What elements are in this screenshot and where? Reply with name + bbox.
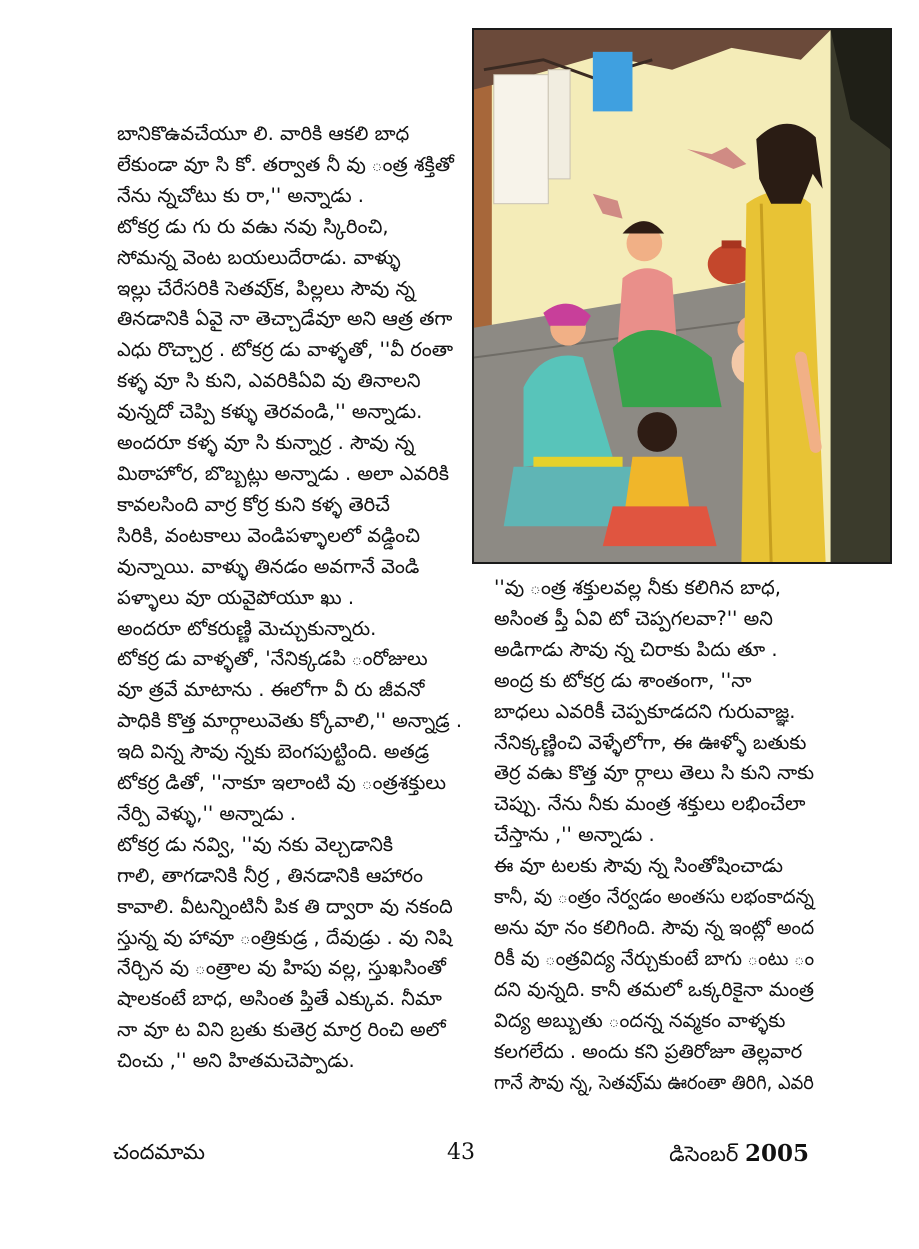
text-line: టోకర్ర డితో, ''నాకూ ఇలాంటి వు ంత్రశక్తులు	[117, 771, 446, 795]
issue-year: 2005	[744, 1140, 809, 1167]
text-line: సోమన్న వెంట బయలుదేరాడు. వాళ్ళు	[117, 245, 401, 269]
text-line: అందరూ టోకరుణ్ణి మెచ్చుకున్నారు.	[117, 616, 377, 640]
text-line: పాధికి కొత్త మార్గాలువెతు క్కోవాలి,'' అన్నాడ్ర .	[117, 709, 463, 733]
illustration-drawing	[474, 30, 890, 562]
text-line: చేస్తాను ,'' అన్నాడు .	[494, 823, 655, 847]
text-line: తినడానికి ఏవై నా తెచ్చాడేవూ అని ఆత్ర తగా	[117, 307, 453, 331]
text-line: మిఠాహోర, బొబ్బట్లు అన్నాడు . అలా ఎవరికి	[117, 461, 450, 485]
text-line: అంద్ర కు టోకర్ర డు శాంతంగా, ''నా	[494, 668, 752, 692]
text-line: దని వున్నది. కానీ తమలో ఒక్కరికైనా మంత్ర	[494, 977, 814, 1001]
text-line: అను వూ నం కలిగింది. సౌవు న్న ఇంట్లో అంద	[494, 915, 815, 939]
text-line: అసింత ప్తీ ఏవి టో చెప్పగలవా?'' అని	[494, 606, 773, 630]
text-line: చెప్పు. నేను నీకు మంత్ర శక్తులు లభించేలా	[494, 792, 806, 816]
text-line: నేనిక్కణ్ణించి వెళ్ళేలోగా, ఈ ఊళ్ళో బతుకు	[494, 730, 807, 754]
text-line: నేను న్నచోటు కు రా,'' అన్నాడు .	[117, 183, 365, 207]
text-line: స్తున్న వు హావూ ంత్రికుడ్ర , దేవుడ్రు . వు నిషి	[117, 925, 453, 949]
text-line: ఈ వూ టలకు సౌవు న్న సింతోషించాడు	[494, 854, 783, 878]
story-illustration	[472, 28, 892, 564]
text-line: వూ త్రవే మాటాను . ఈలోగా వీ రు జీవనో	[117, 678, 425, 702]
text-line: బానికొఉవచేయూ లి. వారికి ఆకలి బాధ	[117, 122, 410, 145]
page-number: 43	[447, 1140, 475, 1165]
text-line: నేర్చిన వు ంత్రాల వు హిపు వల్ల, స్తుఖసింతో	[117, 956, 446, 980]
text-line: టోకర్ర డు నవ్వి, ''వు నకు వెల్చడానికి	[117, 832, 394, 856]
text-line: ఇల్లు చేరేసరికి సెతవు్క, పిల్లలు సౌవు న్న	[117, 276, 415, 300]
text-line: అందరూ కళ్ళ వూ సి కున్నార్ర . సౌవు న్న	[117, 431, 415, 455]
magazine-name: చందమామ	[113, 1140, 205, 1164]
text-line: గాలి, తాగడానికి నీర్ర , తినడానికి ఆహారం	[117, 863, 423, 887]
left-text-column	[117, 119, 469, 1077]
text-line: లేకుండా వూ సి కో. తర్వాత నీ వు ంత్ర శక్తితో	[117, 152, 454, 176]
text-line: నేర్పి వెళ్ళు,'' అన్నాడు .	[117, 801, 296, 825]
text-line: షాలకంటే బాధ, అసింత ప్తితే ఎక్కువ. నీమా	[117, 987, 442, 1011]
text-line: టోకర్ర డు గు రు వఉు నవు స్కిరించి,	[117, 214, 389, 238]
text-line: ''వు ంత్ర శక్తులవల్ల నీకు కలిగిన బాధ,	[494, 576, 782, 599]
text-line: వున్నదో చెప్పి కళ్ళు తెరవండి,'' అన్నాడు.	[117, 400, 423, 424]
text-line: పళ్ళాలు వూ యవైపోయూ ఖు .	[117, 585, 355, 609]
text-line: విద్య అబ్బుతు ందన్న నవ్మకం వాళ్ళకు	[494, 1008, 786, 1032]
text-line: కావలసింది వార్ర కోర్ర కుని కళ్ళ తెరిచే	[117, 492, 391, 516]
text-line: కళ్ళ వూ సి కుని, ఎవరికిఏవి వు తినాలని	[117, 369, 421, 393]
issue-month: డిసెంబర్	[669, 1142, 739, 1166]
text-line: రికీ వు ంత్రవిద్య నేర్చుకుంటే బాగు ంటు ం	[494, 946, 815, 970]
text-line: చించు ,'' అని హితమచెప్పాడు.	[117, 1049, 355, 1073]
text-line: వున్నాయి. వాళ్ళు తినడం అవగానే వెండి	[117, 554, 420, 578]
text-line: గానే సౌవు న్న, సెతవు్మ ఊరంతా తిరిగి, ఎవరి	[494, 1070, 814, 1094]
text-line: ఎధు రొచ్చార్ర . టోకర్ర డు వాళ్ళతో, ''వీ రంతా	[117, 338, 454, 362]
text-line: సిరికి, వంటకాలు వెండిపళ్ళాలలో వడ్డించి	[117, 523, 421, 547]
text-line: తెర్ర వఉు కొత్త వూ ర్గాలు తెలు సి కుని నాకు	[494, 761, 815, 785]
text-line: కావాలి. వీటన్నింటినీ పిక తి ద్వారా వు నకంది	[117, 894, 453, 918]
text-line: ఇది విన్న సౌవు న్నకు బెంగపుట్టింది. అతడ్ర	[117, 740, 430, 764]
text-line: అడిగాడు సౌవు న్న చిరాకు పిదు తూ .	[494, 637, 778, 661]
text-line: బాధలు ఎవరికీ చెప్పకూడదని గురువాజ్ఞ.	[494, 699, 796, 723]
text-line: కలగలేదు . అందు కని ప్రతిరోజూ తెల్లవార	[494, 1039, 803, 1063]
right-text-column	[494, 573, 814, 1098]
text-line: కానీ, వు ంత్రం నేర్వడం అంతసు లభంకాదన్న	[494, 885, 814, 909]
text-line: నా వూ ట విని బ్రతు కుతెర్ర మార్ర రించి అలో	[117, 1018, 446, 1042]
issue-date	[669, 1140, 809, 1172]
text-line: టోకర్ర డు వాళ్ళతో, 'నేనిక్కడపి ంరోజులు	[117, 647, 428, 671]
